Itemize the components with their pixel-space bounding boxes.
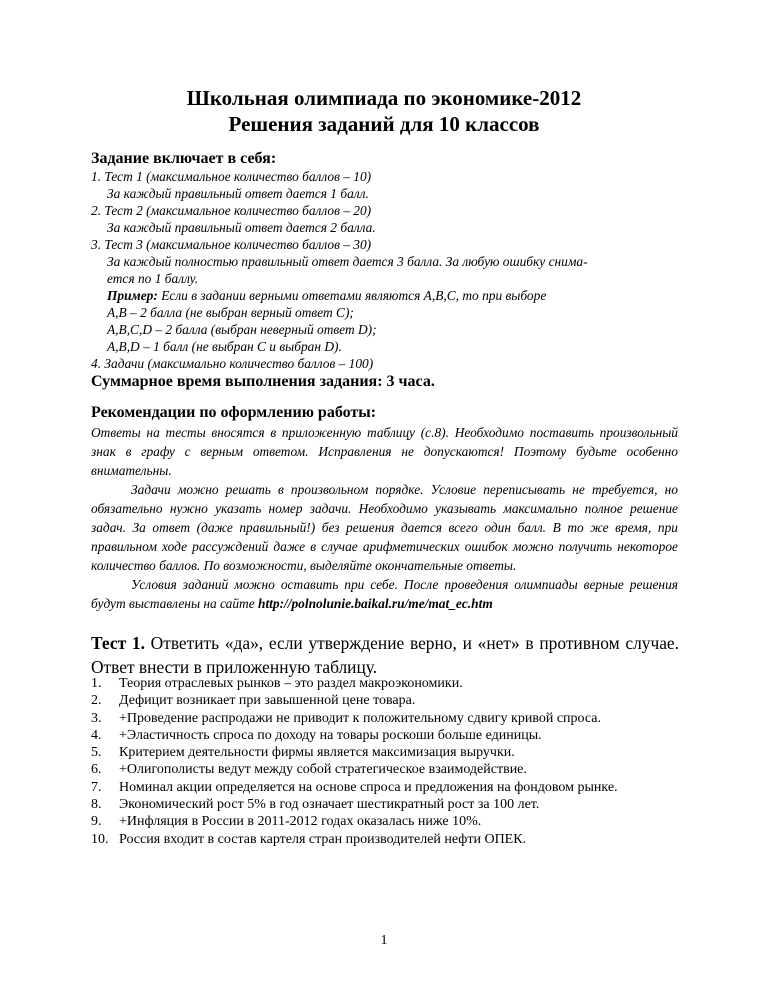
item-number: 6.: [91, 762, 102, 778]
page-number: 1: [380, 933, 388, 948]
item-text: Россия входит в состав картеля стран производителей нефти ОПЕК.: [119, 831, 527, 847]
recommendations-paragraph: Задачи можно решать в произвольном порядке. Условие переписывать не требуется, но обязательно нужно указать номер задачи. Необходимо указывать максимально полное решение задач. За ответ (даже правильный!) без решения дается всего один балл. В то же время, при правильном ходе рассуждений даже в случае арифметических ошибок можно получить некоторое количество баллов. По возможности, выделяйте окончательные ответы.: [91, 482, 678, 573]
recommendations-text: Условия заданий можно оставить при себе. После проведения олимпиады верные решения будут выставлены на сайте: [91, 577, 678, 611]
test1-text: Ответить «да», если утверждение верно, и «нет» в противном случае. Ответ внести в приложенную таблицу.: [91, 633, 679, 677]
website-link[interactable]: http://polnolunie.baikal.ru/me/mat_ec.htm: [258, 596, 493, 611]
includes-line: 3. Тест 3 (максимальное количество баллов – 30): [91, 237, 372, 252]
includes-line: За каждый правильный ответ дается 2 балла.: [107, 220, 376, 235]
item-number: 8.: [91, 797, 102, 813]
item-number: 10.: [91, 831, 109, 847]
includes-line: 4. Задачи (максимально количество баллов – 100): [91, 356, 374, 371]
item-number: 5.: [91, 745, 102, 761]
item-number: 4.: [91, 727, 102, 743]
total-time: Суммарное время выполнения задания: 3 часа.: [91, 373, 435, 390]
item-text: Дефицит возникает при завышенной цене товара.: [119, 693, 416, 709]
test1-label: Тест 1.: [91, 633, 145, 653]
item-number: 3.: [91, 710, 102, 726]
item-number: 9.: [91, 814, 102, 830]
item-text: Теория отраслевых рынков – это раздел макроэкономики.: [119, 676, 463, 691]
example-line: А,В,С,D – 2 балла (выбран неверный ответ D);: [107, 322, 377, 337]
item-text: Экономический рост 5% в год означает шестикратный рост за 100 лет.: [119, 797, 540, 813]
includes-line: 2. Тест 2 (максимальное количество баллов – 20): [91, 203, 372, 218]
includes-line: За каждый полностью правильный ответ дается 3 балла. За любую ошибку снима-: [107, 254, 588, 269]
includes-line: ется по 1 баллу.: [107, 271, 199, 286]
item-number: 2.: [91, 693, 102, 709]
example-label: Пример:: [107, 288, 158, 303]
item-number: 7.: [91, 779, 102, 795]
example-line: [107, 288, 546, 304]
recommendations-heading: Рекомендации по оформлению работы:: [91, 404, 377, 421]
item-text: +Олигополисты ведут между собой стратегическое взаимодействие.: [119, 762, 527, 778]
recommendations-paragraph: Ответы на тесты вносятся в приложенную таблицу (с.8). Необходимо поставить произвольный знак в графу с верным ответом. Исправления не допускаются! Поэтому будьте особенно внимательны.: [91, 425, 678, 478]
page-subtitle: Решения заданий для 10 классов: [228, 112, 540, 136]
item-number: 1.: [91, 676, 102, 691]
includes-line: 1. Тест 1 (максимальное количество баллов – 10): [91, 169, 372, 184]
includes-heading: Задание включает в себя:: [91, 150, 277, 167]
item-text: +Проведение распродажи не приводит к положительному сдвигу кривой спроса.: [119, 710, 601, 726]
test1-instruction: [91, 631, 679, 679]
page-title: Школьная олимпиада по экономике-2012: [186, 86, 582, 110]
includes-line: За каждый правильный ответ дается 1 балл.: [107, 186, 369, 201]
item-text: +Инфляция в России в 2011-2012 годах оказалась ниже 10%.: [119, 814, 482, 830]
item-text: Критерием деятельности фирмы является максимизация выручки.: [119, 745, 515, 761]
example-text: Если в задании верными ответами являются А,В,С, то при выборе: [157, 288, 547, 303]
item-text: Номинал акции определяется на основе спроса и предложения на фондовом рынке.: [119, 779, 618, 795]
recommendations-paragraph: [91, 575, 678, 613]
example-line: А,В,D – 1 балл (не выбран С и выбран D).: [107, 339, 342, 354]
item-text: +Эластичность спроса по доходу на товары роскоши больше единицы.: [119, 727, 542, 743]
example-line: А,В – 2 балла (не выбран верный ответ С);: [107, 305, 354, 320]
